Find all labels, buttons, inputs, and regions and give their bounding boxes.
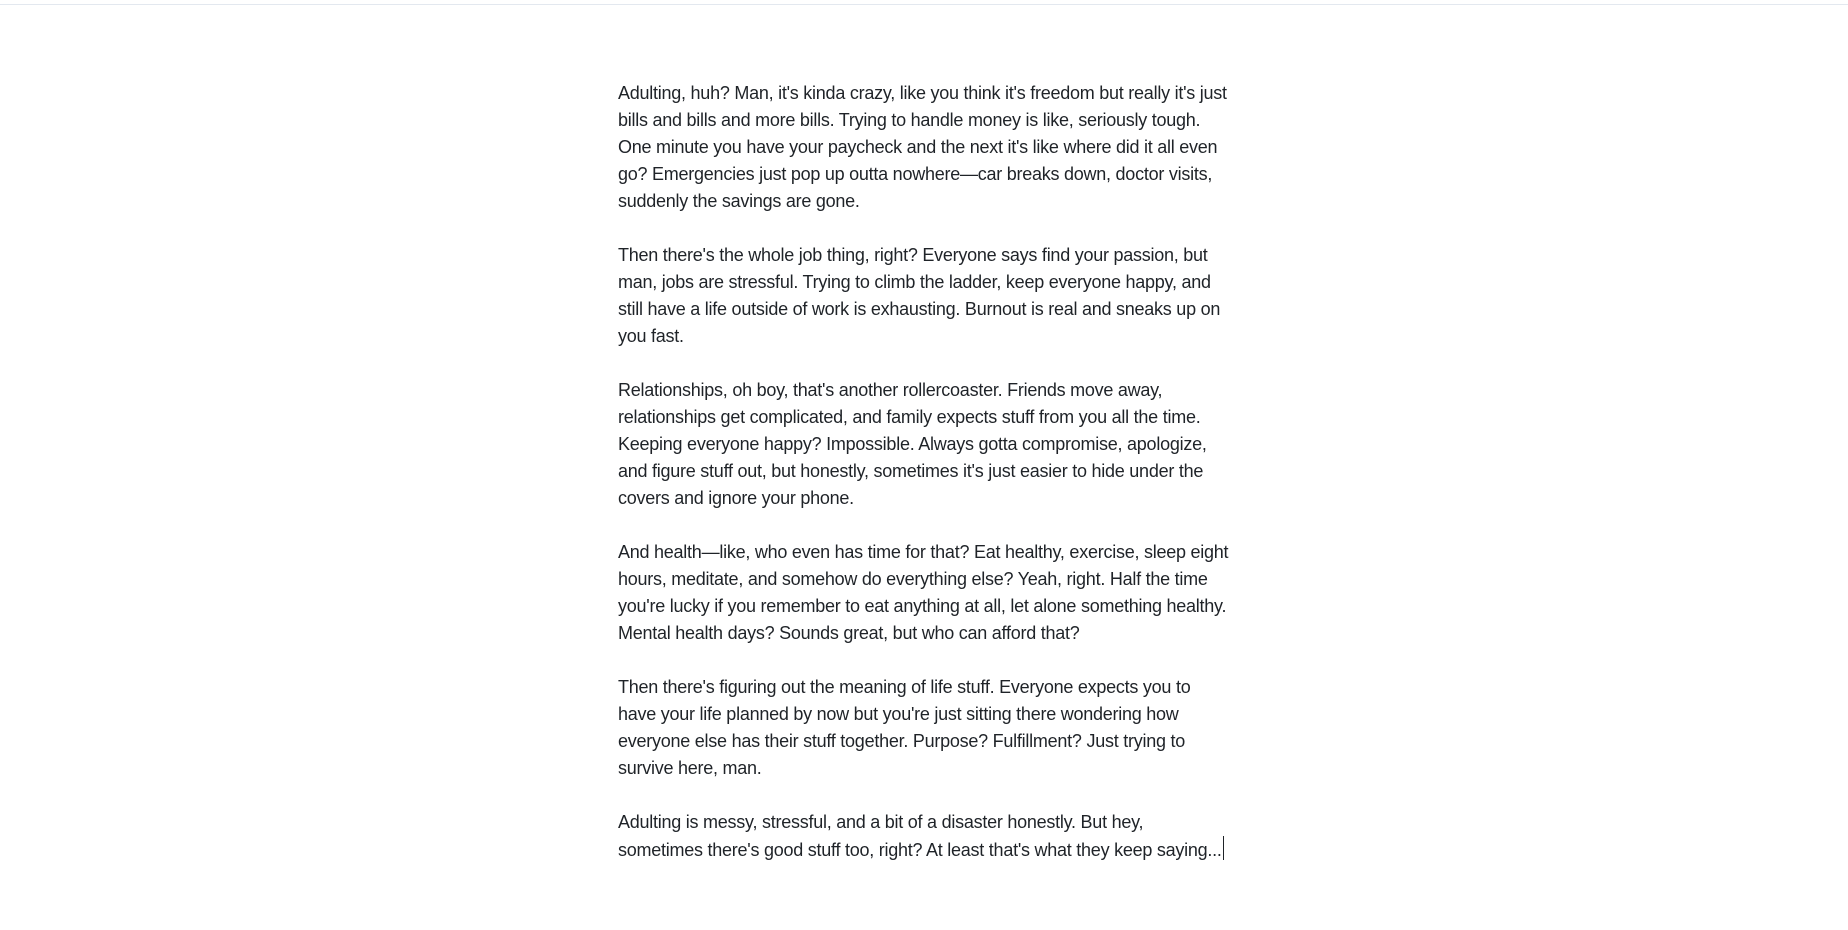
text-editor[interactable] bbox=[618, 80, 1230, 864]
text-cursor bbox=[1223, 836, 1224, 860]
paragraph-2[interactable]: Then there's the whole job thing, right? Everyone says find your passion, but man, jobs are stressful. Trying to climb the ladder, keep everyone happy, and still have a life outside of work is exhausting. Burnout is real and sneaks up on you fast. bbox=[618, 245, 1221, 346]
paragraph-5[interactable]: Then there's figuring out the meaning of life stuff. Everyone expects you to have your life planned by now but you're just sitting there wondering how everyone else has their stuff together. Purpose? Fulfillment? Just trying to survive here, man. bbox=[618, 677, 1191, 778]
paragraph-4[interactable]: And health—like, who even has time for that? Eat healthy, exercise, sleep eight hours, meditate, and somehow do everything else? Yeah, right. Half the time you're lucky if you remember to eat anything at all, let alone something healthy. Mental health days? Sounds great, but who can afford that? bbox=[618, 542, 1229, 643]
paragraph-6-text: Adulting is messy, stressful, and a bit of a disaster honestly. But hey, sometimes there's good stuff too, right? At least that's what they keep saying... bbox=[618, 812, 1222, 860]
paragraph-6[interactable] bbox=[618, 809, 1230, 864]
top-divider bbox=[0, 0, 1848, 5]
paragraph-1[interactable]: Adulting, huh? Man, it's kinda crazy, like you think it's freedom but really it's just bills and bills and more bills. Trying to handle money is like, seriously tough. One minute you have your paycheck and the next it's like where did it all even go? Emergencies just pop up outta nowhere—car breaks down, doctor visits, suddenly the savings are gone. bbox=[618, 83, 1227, 211]
paragraph-3[interactable]: Relationships, oh boy, that's another rollercoaster. Friends move away, relationships get complicated, and family expects stuff from you all the time. Keeping everyone happy? Impossible. Always gotta compromise, apologize, and figure stuff out, but honestly, sometimes it's just easier to hide under the covers and ignore your phone. bbox=[618, 380, 1207, 508]
